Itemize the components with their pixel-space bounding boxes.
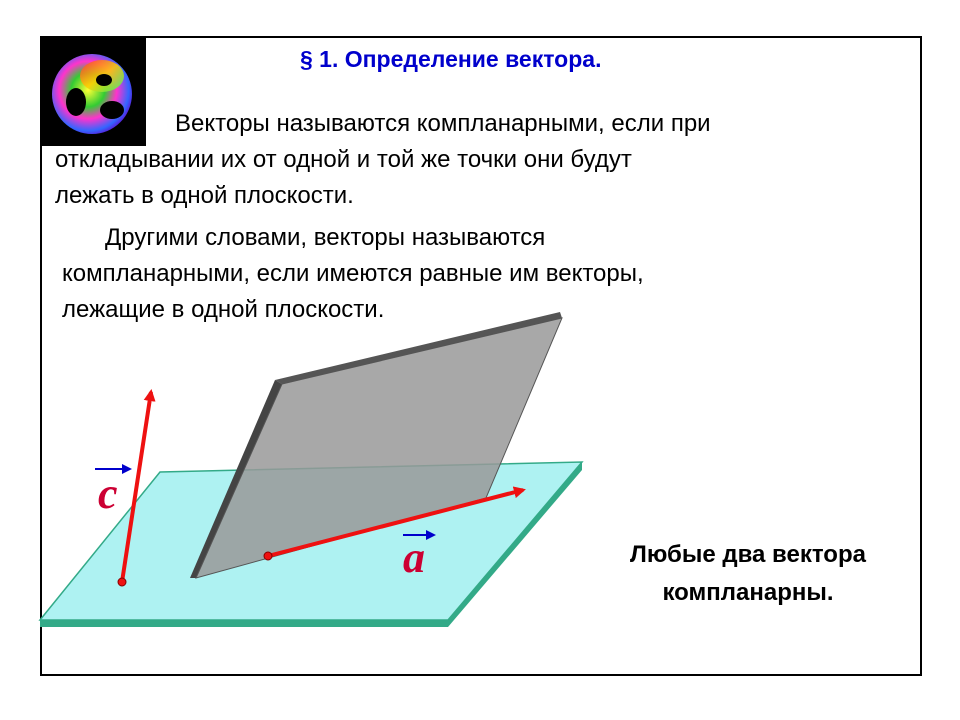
vector-a-label: a — [403, 533, 425, 582]
coplanar-note — [578, 536, 918, 612]
alternative-line-2: компланарными, если имеются равные им векторы, — [62, 260, 644, 287]
vector-c-origin-point — [118, 578, 126, 586]
horizontal-plane-edge — [40, 620, 448, 627]
vector-a-origin-point — [264, 552, 272, 560]
note-line-2: компланарны. — [662, 579, 834, 606]
note-line-1: Любые два вектора — [630, 541, 866, 568]
definition-line-1: Векторы называются компланарными, если при — [175, 110, 711, 137]
slide-title: § 1. Определение вектора. — [300, 46, 602, 72]
alternative-line-3: лежащие в одной плоскости. — [62, 296, 385, 323]
definition-line-2: откладывании их от одной и той же точки они будут — [55, 146, 632, 173]
vector-c-label: c — [98, 469, 118, 518]
alternative-line-1: Другими словами, векторы называются — [105, 224, 546, 251]
definition-line-3: лежать в одной плоскости. — [55, 182, 354, 209]
